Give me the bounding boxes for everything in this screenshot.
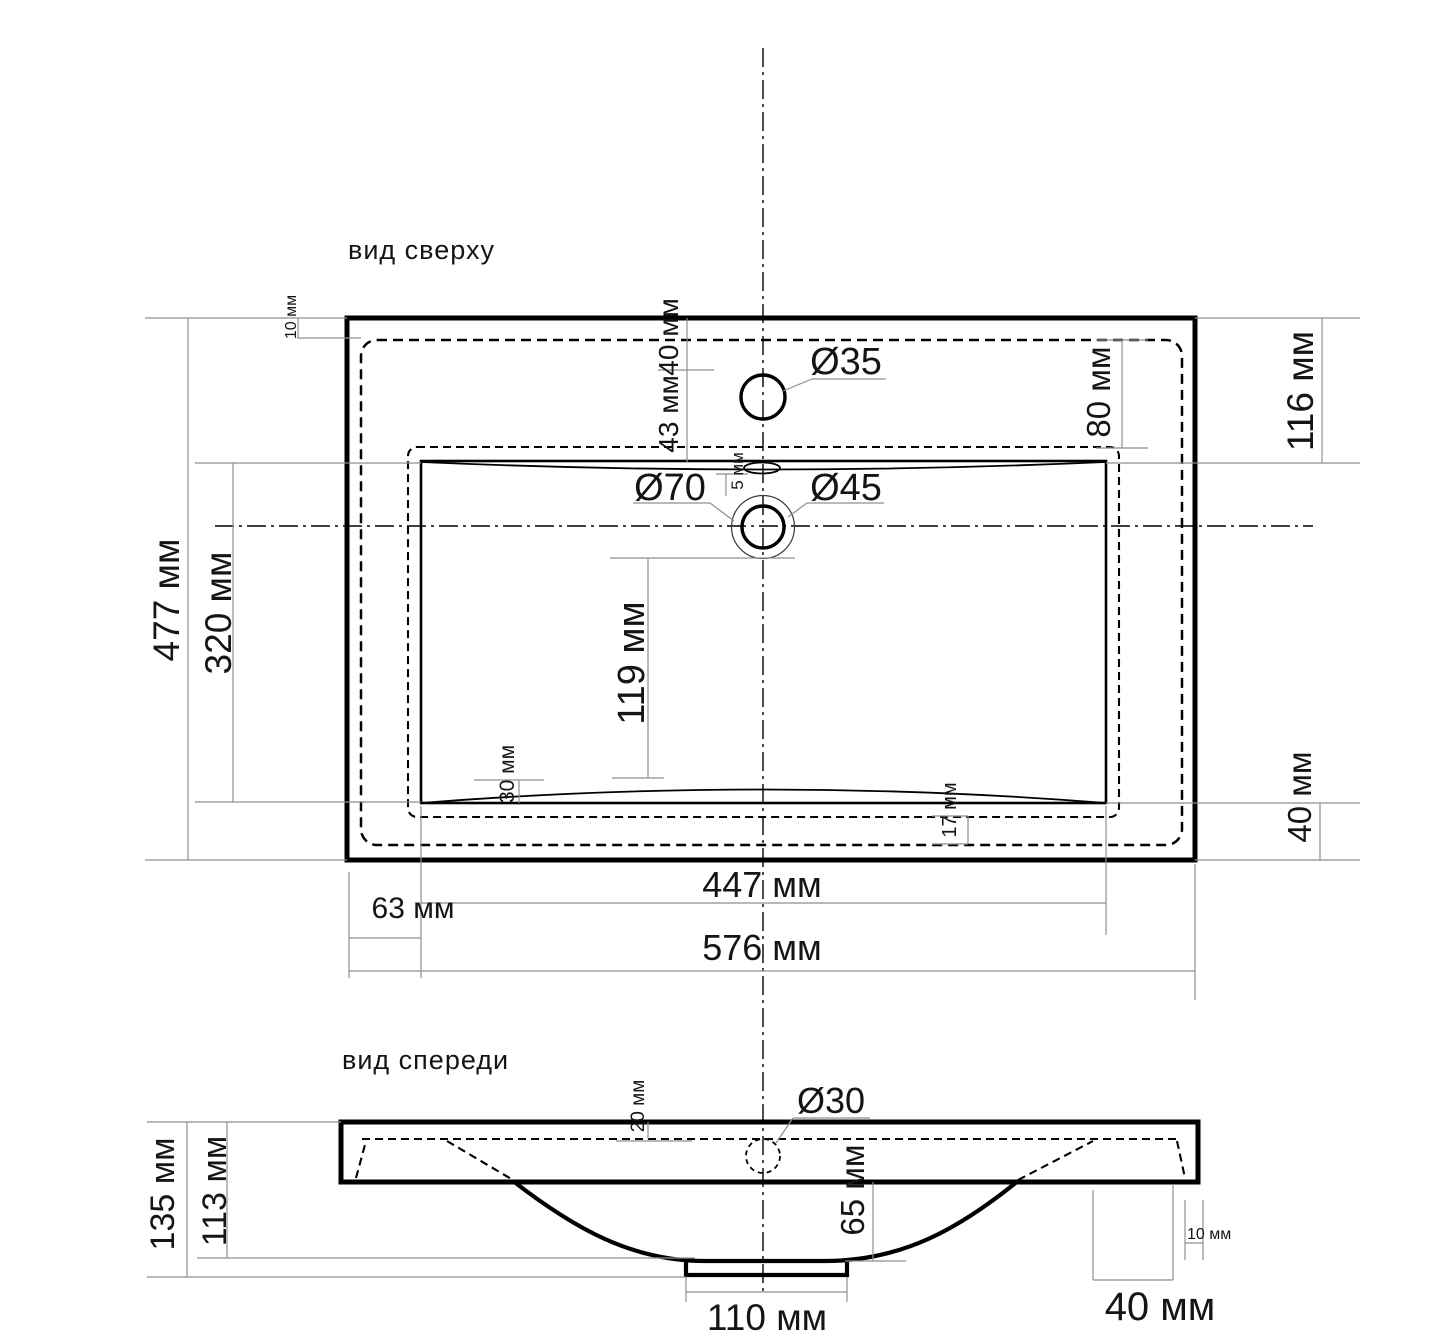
- dim-bowl-height: 113 мм: [196, 1135, 234, 1247]
- dim-deck-thickness: 20 мм: [628, 1079, 649, 1133]
- dim-total-width: 576 мм: [702, 927, 822, 968]
- dim-right-edge-offset: 10 мм: [1187, 1226, 1232, 1243]
- dim-front-gap: 17 мм: [939, 782, 961, 838]
- dim-drain-outer-dia: Ø70: [634, 467, 706, 509]
- dim-total-depth: 477 мм: [146, 538, 187, 662]
- dim-total-height: 135 мм: [144, 1137, 182, 1251]
- dim-rim-offset: 10 мм: [283, 294, 300, 340]
- dim-faucet-to-basin: 43 мм: [653, 375, 684, 453]
- dim-basin-width: 447 мм: [702, 864, 822, 905]
- dim-overflow-slot: 5 мм: [728, 452, 747, 490]
- dim-bowl-drop: 65 мм: [834, 1144, 871, 1236]
- dim-drain-inner-dia: Ø45: [810, 467, 882, 509]
- dim-back-gap: 80 мм: [1080, 346, 1117, 438]
- dim-front-wall: 30 мм: [496, 744, 519, 804]
- dim-basin-depth: 320 мм: [198, 551, 239, 675]
- dim-drain-to-front: 119 мм: [611, 601, 653, 725]
- front-view-title: вид спереди: [342, 1045, 510, 1075]
- dim-faucet-hole-dia: Ø35: [810, 341, 882, 383]
- dim-faucet-offset: 40 мм: [653, 298, 684, 376]
- dim-side-margin: 63 мм: [371, 892, 455, 925]
- dim-base-width: 110 мм: [706, 1297, 828, 1336]
- dim-right-offset: 40 мм: [1104, 1285, 1216, 1329]
- dim-overflow-dia: Ø30: [796, 1080, 866, 1121]
- dim-edge-to-basin: 116 мм: [1280, 330, 1321, 452]
- dim-basin-to-front-edge: 40 мм: [1281, 751, 1318, 843]
- top-view-title: вид сверху: [348, 235, 495, 265]
